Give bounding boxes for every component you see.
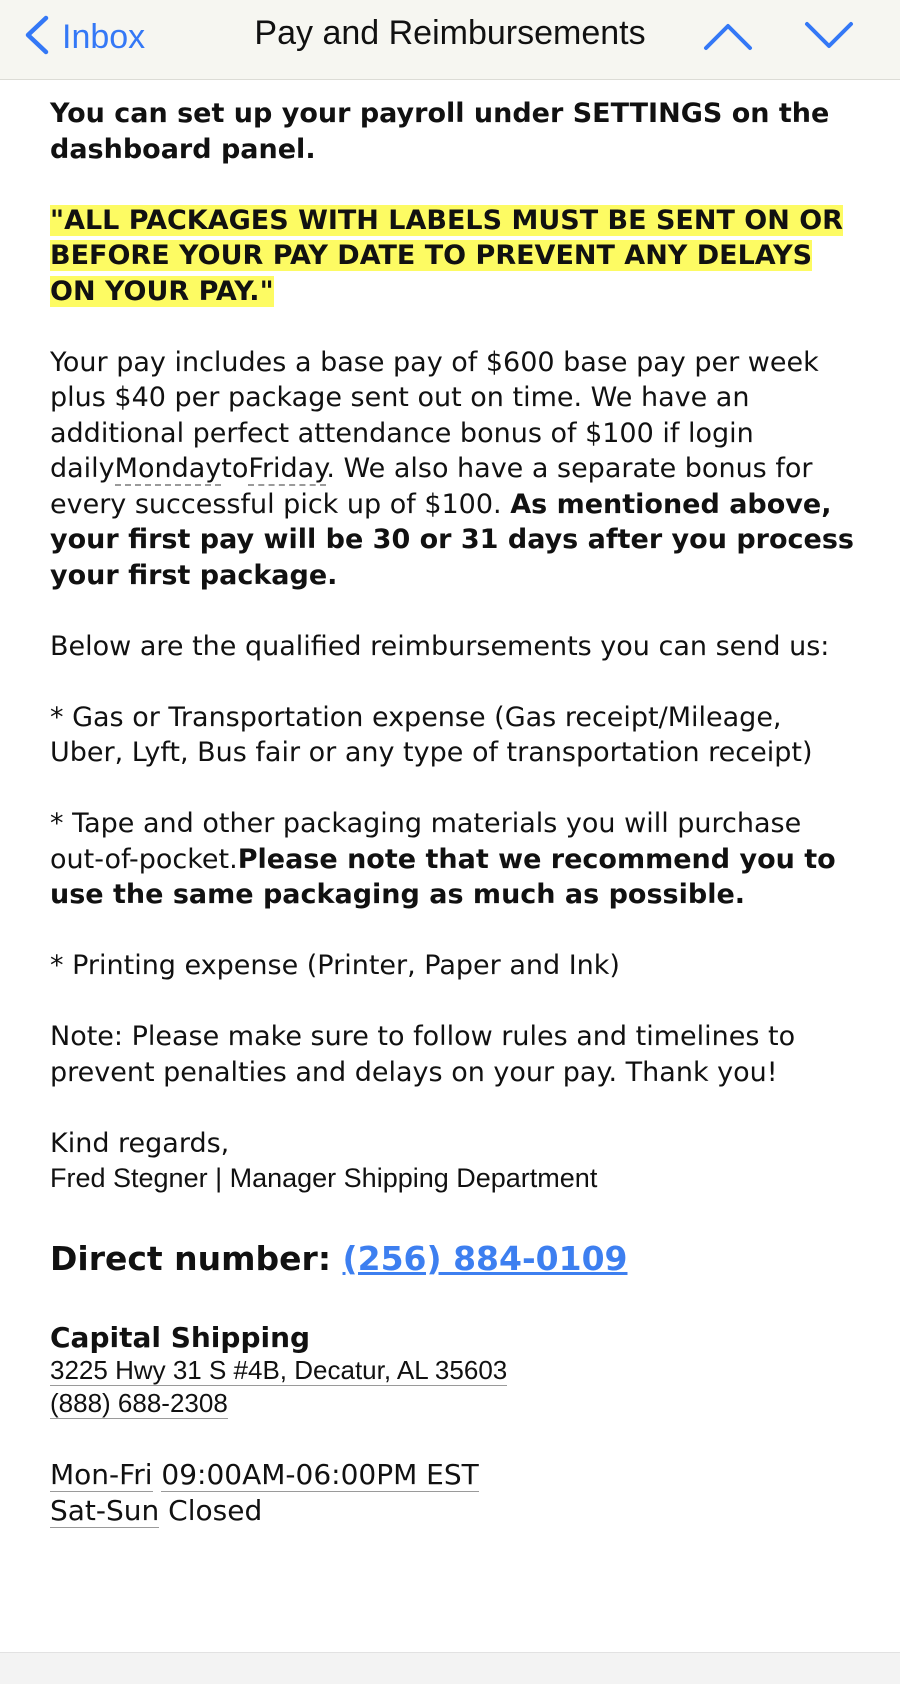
note-paragraph: Note: Please make sure to follow rules and timelines to prevent penalties and delays on your pay. Thank you! <box>50 1021 796 1088</box>
highlighted-warning: "ALL PACKAGES WITH LABELS MUST BE SENT ON OR BEFORE YOUR PAY DATE TO PREVENT ANY DELAYS ON YOUR PAY." <box>50 204 843 307</box>
bottom-toolbar <box>0 1652 900 1684</box>
reimbursement-item-printing: * Printing expense (Printer, Paper and Ink) <box>50 950 620 981</box>
weekend-days-link[interactable]: Sat-Sun <box>50 1493 160 1527</box>
chevron-up-icon <box>703 16 753 56</box>
friday-detected-date[interactable]: Friday <box>248 453 327 484</box>
signature-line: Fred Stegner | Manager Shipping Department <box>50 1163 598 1193</box>
weekday-days-link[interactable]: Mon-Fri <box>50 1457 153 1491</box>
company-address-line <box>50 1354 856 1387</box>
packaging-recommendation: Please note that we recommend you to use the same packaging as much as possible. <box>50 843 836 910</box>
pay-details-paragraph <box>50 345 856 594</box>
tape-text: * Tape and other packaging materials you will purchase out-of-pocket. <box>50 808 802 875</box>
chevron-left-icon <box>22 14 52 60</box>
back-to-inbox-button[interactable] <box>22 10 145 64</box>
navigation-bar <box>0 0 900 80</box>
pay-text-b: . We also have a separate bonus for every successful pick up of $100. <box>50 453 813 520</box>
company-phone-link[interactable]: (888) 688-2308 <box>50 1387 228 1418</box>
weekend-status: Closed <box>159 1493 263 1527</box>
direct-number-label: Direct number: <box>50 1238 343 1278</box>
weekday-hours-line <box>50 1457 856 1493</box>
monday-detected-date[interactable]: Monday <box>114 453 222 484</box>
closing-line: Kind regards, <box>50 1127 230 1159</box>
previous-message-button[interactable] <box>703 16 753 56</box>
business-hours <box>50 1457 856 1529</box>
company-name: Capital Shipping <box>50 1320 311 1354</box>
reimbursement-item-tape <box>50 806 856 913</box>
warning-paragraph <box>50 203 856 310</box>
payroll-setup-paragraph: You can set up your payroll under SETTINGS on the dashboard panel. <box>50 98 830 165</box>
first-pay-notice: As mentioned above, your first pay will be 30 or 31 days after you process your first package. <box>50 488 854 591</box>
direct-number-line <box>50 1237 856 1281</box>
direct-phone-link[interactable]: (256) 884-0109 <box>342 1238 628 1278</box>
message-subject-title: Pay and Reimbursements <box>254 14 646 52</box>
pay-text-to: to <box>221 453 249 484</box>
back-label: Inbox <box>62 17 146 56</box>
email-body <box>50 96 856 1529</box>
next-message-button[interactable] <box>804 16 854 56</box>
reimbursement-item-gas: * Gas or Transportation expense (Gas receipt/Mileage, Uber, Lyft, Bus fair or any type of transportation receipt) <box>50 701 813 768</box>
chevron-down-icon <box>804 16 854 56</box>
weekend-hours-line <box>50 1493 856 1529</box>
reimbursements-intro: Below are the qualified reimbursements you can send us: <box>50 630 830 662</box>
company-address-link[interactable]: 3225 Hwy 31 S #4B, Decatur, AL 35603 <box>50 1354 508 1385</box>
weekday-time-link[interactable]: 09:00AM-06:00PM EST <box>161 1457 479 1491</box>
company-phone-line <box>50 1387 856 1420</box>
pay-text-a: Your pay includes a base pay of $600 base pay per week plus $40 per package sent out on time. We have an additional perfect attendance bonus of $100 if login daily <box>50 346 819 484</box>
